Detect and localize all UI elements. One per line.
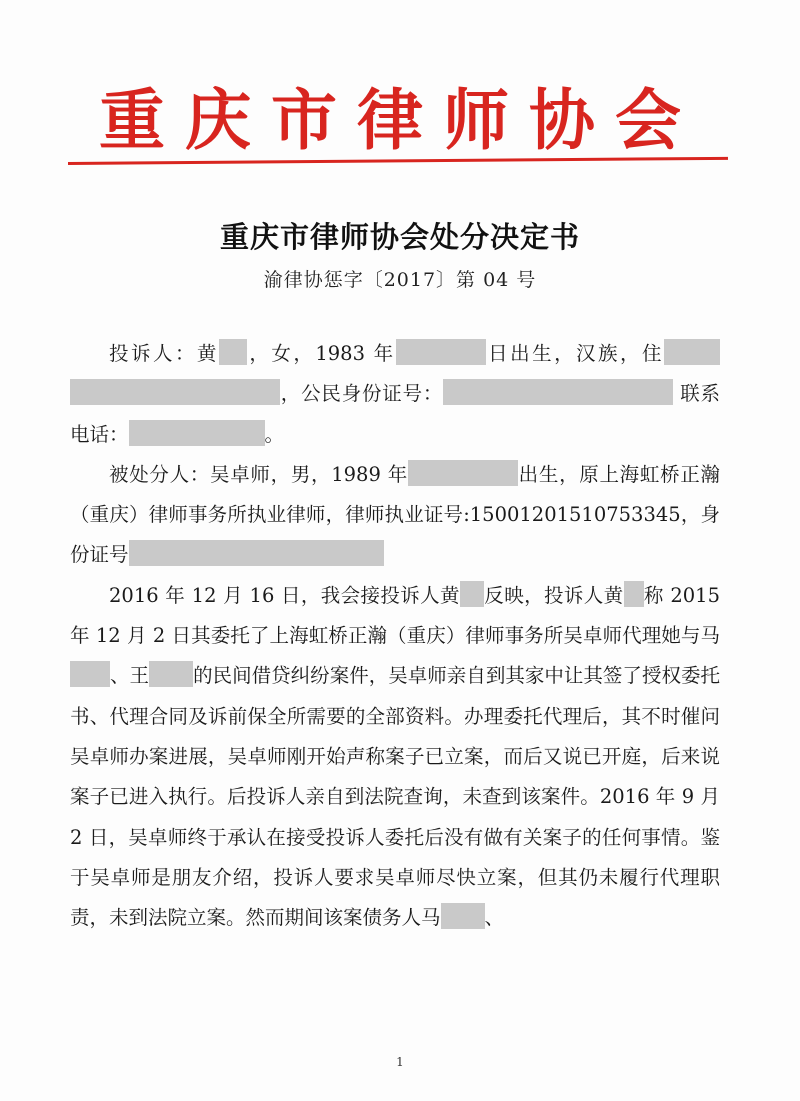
redaction-block (624, 581, 644, 607)
redaction-block (149, 661, 193, 687)
redaction-block (408, 460, 518, 486)
document-title: 重庆市律师协会处分决定书 (219, 220, 580, 254)
redaction-block (441, 903, 485, 929)
redaction-block (219, 339, 247, 365)
facts-paragraph: 2016 年 12 月 16 日，我会接投诉人黄 反映，投诉人黄 称 2015 年 12 月 2 日其委托了上海虹桥正瀚（重庆）律师事务所吴卓师代理她与马、王 的民间借贷纠纷案件，吴卓师亲自到其家中让其签了授权委托书、代理合同及诉前保全所需要的全部资料。办理委托代理后，其不时催问吴卓师办案进展，吴卓师刚开始声称案子已立案，而后又说已开庭，后来说案子已进入执行。后投诉人亲自到法院查询，未查到该案件。2016 年 9 月 2 日，吴卓师终于承认在接受投诉人委托后没有做有关案子的任何事情。鉴于吴卓师是朋友介绍，投诉人要求吴卓师尽快立案，但其仍未履行代理职责，未到法院立案。然而期间该案债务人马 、 (70, 576, 720, 939)
redaction-block (129, 540, 384, 566)
redaction-block (460, 581, 484, 607)
document-body (70, 334, 720, 938)
letterhead-title: 重庆市律师协会 (99, 81, 701, 159)
redaction-block (443, 379, 673, 405)
redaction-block (396, 339, 486, 365)
page-number: 1 (396, 1055, 404, 1069)
respondent-paragraph: 被处分人：吴卓师，男，1989 年 出生，原上海虹桥正瀚（重庆）律师事务所执业律师，律师执业证号:15001201510753345，身份证号 (70, 455, 720, 576)
redaction-block (70, 661, 110, 687)
redaction-block (129, 420, 265, 446)
redaction-block (70, 379, 280, 405)
complainant-paragraph: 投诉人：黄 ，女，1983 年 日出生，汉族，住，公民身份证号： 联系电话： 。 (70, 334, 720, 455)
redaction-block (664, 339, 720, 365)
document-number: 渝律协惩字〔2017〕第 04 号 (263, 269, 537, 291)
